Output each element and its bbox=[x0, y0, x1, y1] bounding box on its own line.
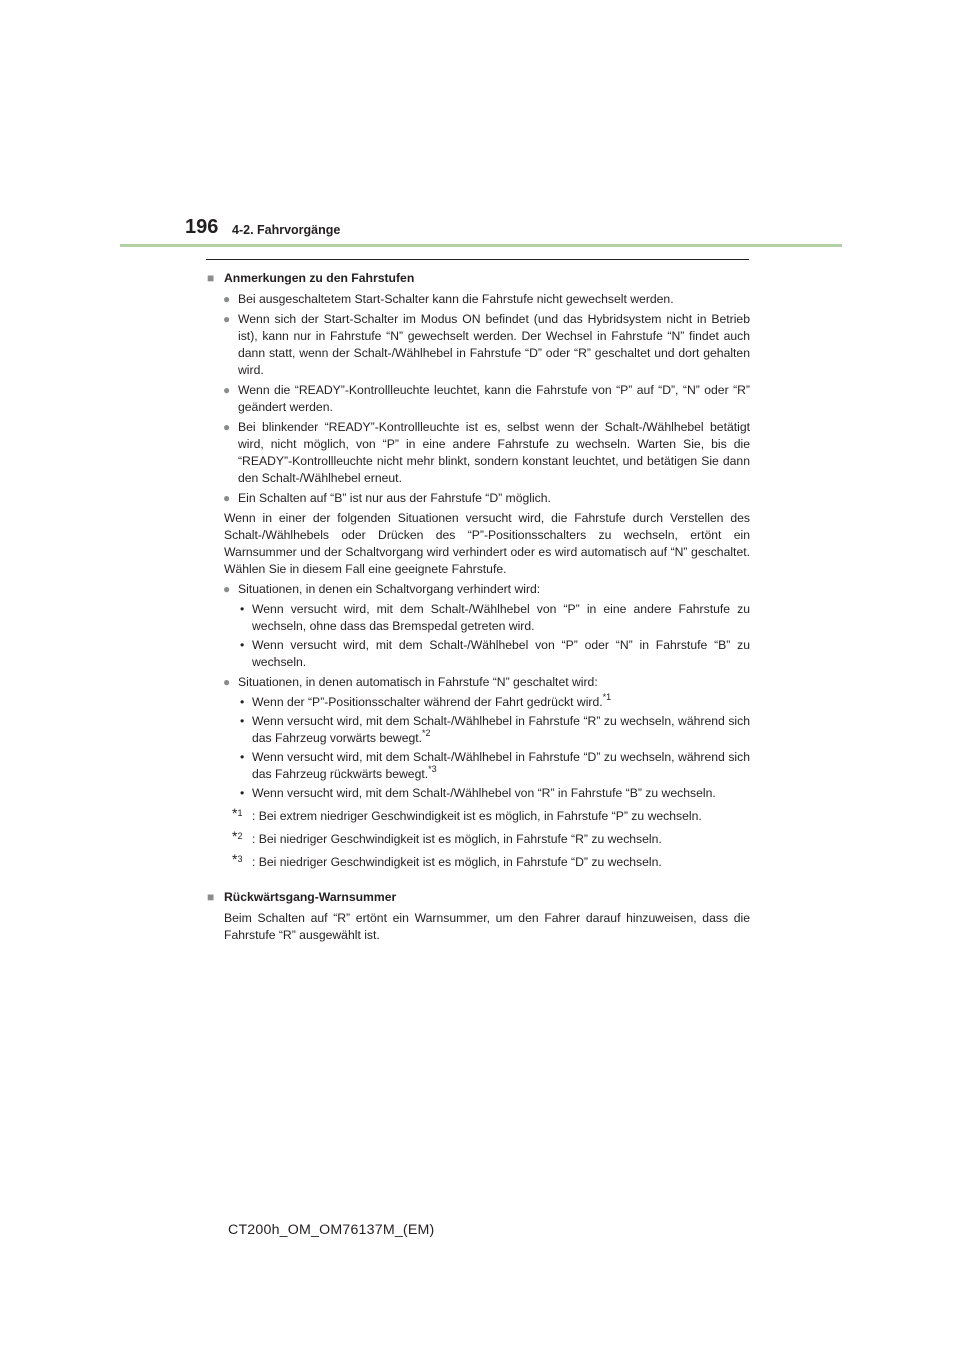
sub-item bbox=[206, 637, 750, 671]
sub-item-text: Wenn versucht wird, mit dem Schalt-/Wählhebel in Fahrstufe “R” zu wechseln, während sich das Fahrzeug vorwärts bewegt. bbox=[252, 714, 750, 745]
content bbox=[206, 266, 750, 947]
circle-bullet-icon: ● bbox=[223, 420, 231, 434]
circle-bullet-icon: ● bbox=[223, 312, 231, 326]
sub-item-text: Wenn versucht wird, mit dem Schalt-/Wählhebel von “R” in Fahrstufe “B” zu wechseln. bbox=[252, 786, 716, 800]
dot-marker-icon: • bbox=[240, 714, 245, 728]
sub-item bbox=[206, 694, 750, 711]
heading-rueckwaertsgang bbox=[206, 889, 750, 906]
footnote-text: : Bei niedriger Geschwindigkeit ist es möglich, in Fahrstufe “R” zu wechseln. bbox=[252, 832, 662, 846]
footnote-ref: *2 bbox=[422, 728, 431, 738]
bullet-item bbox=[206, 311, 750, 379]
dot-marker-icon: • bbox=[240, 602, 245, 616]
bullet-text: Wenn sich der Start-Schalter im Modus ON befindet (und das Hybridsystem nicht in Betrieb ist), kann nur in Fahrstufe “N” gewechselt werden. Der Wechsel in Fahrstufe “N” findet auch dann statt, wenn der Schalt-/Wählhebel in Fahrstufe “D” oder “R” geschaltet und dort gehalten wird. bbox=[238, 312, 750, 377]
paragraph-warnsummer: Wenn in einer der folgenden Situationen versucht wird, die Fahrstufe durch Verstellen des Schalt-/Wählhebels oder Drücken des “P”-Positionsschalters zu wechseln, ertönt ein Warnsummer und der Schaltvorgang wird verhindert oder es wird automatisch auf “N” geschaltet. Wählen Sie in diesem Fall eine geeignete Fahrstufe. bbox=[224, 511, 750, 576]
footnote-ref: *3 bbox=[428, 764, 437, 774]
heading-fahrstufen bbox=[206, 270, 750, 287]
bullet-item bbox=[206, 490, 750, 507]
bullet-item bbox=[206, 382, 750, 416]
sub-item-text: Wenn versucht wird, mit dem Schalt-/Wählhebel in Fahrstufe “D” zu wechseln, während sich das Fahrzeug rückwärts bewegt. bbox=[252, 750, 750, 781]
footnote-marker: *$^1$ bbox=[232, 805, 243, 821]
document-code: CT200h_OM_OM76137M_(EM) bbox=[228, 1222, 435, 1238]
paragraph-rueckwaertsgang: Beim Schalten auf “R” ertönt ein Warnsummer, um den Fahrer darauf hinzuweisen, dass die Fahrstufe “R” ausgewählt ist. bbox=[224, 911, 750, 942]
footnote-text: : Bei extrem niedriger Geschwindigkeit ist es möglich, in Fahrstufe “P” zu wechseln. bbox=[252, 809, 702, 823]
circle-bullet-icon: ● bbox=[223, 383, 231, 397]
circle-bullet-icon: ● bbox=[223, 491, 231, 505]
bullet-text: Situationen, in denen ein Schaltvorgang verhindert wird: bbox=[238, 582, 541, 596]
bullet-item bbox=[206, 581, 750, 598]
footnote-marker: *$^2$ bbox=[232, 828, 243, 844]
sub-item bbox=[206, 749, 750, 783]
sub-item bbox=[206, 785, 750, 802]
footnote-marker: *$^3$ bbox=[232, 851, 243, 867]
sub-item-text: Wenn versucht wird, mit dem Schalt-/Wählhebel von “P” in eine andere Fahrstufe zu wechseln, ohne dass das Bremspedal getreten wird. bbox=[252, 602, 750, 633]
circle-bullet-icon: ● bbox=[223, 675, 231, 689]
circle-bullet-icon: ● bbox=[223, 292, 231, 306]
footnote bbox=[206, 851, 750, 871]
bullet-text: Bei ausgeschaltetem Start-Schalter kann die Fahrstufe nicht gewechselt werden. bbox=[238, 292, 674, 306]
dot-marker-icon: • bbox=[240, 750, 245, 764]
footnote bbox=[206, 828, 750, 848]
dot-marker-icon: • bbox=[240, 695, 245, 709]
bullet-text: Bei blinkender “READY”-Kontrollleuchte ist es, selbst wenn der Schalt-/Wählhebel betätigt wird, nicht möglich, von “P” in eine andere Fahrstufe zu wechseln. Warten Sie, bis die “READY”-Kontrollleuchte nicht mehr blinkt, sondern konstant leuchtet, und betätigen Sie dann den Schalt-/Wählhebel erneut. bbox=[238, 420, 750, 485]
sub-item bbox=[206, 713, 750, 747]
bullet-item bbox=[206, 419, 750, 487]
dot-marker-icon: • bbox=[240, 638, 245, 652]
footnote-ref: *1 bbox=[602, 692, 612, 702]
heading-text: Rückwärtsgang-Warnsummer bbox=[224, 890, 397, 904]
section-title: 4-2. Fahrvorgänge bbox=[232, 223, 341, 237]
sub-item bbox=[206, 601, 750, 635]
header-rule bbox=[120, 244, 842, 247]
heading-text: Anmerkungen zu den Fahrstufen bbox=[224, 271, 415, 285]
square-bullet-icon: ■ bbox=[207, 271, 215, 285]
bullet-text: Wenn die “READY”-Kontrollleuchte leuchtet, kann die Fahrstufe von “P” auf “D”, “N” oder “R” geändert werden. bbox=[238, 383, 750, 414]
bullet-text: Ein Schalten auf “B” ist nur aus der Fahrstufe “D” möglich. bbox=[238, 491, 551, 505]
content-top-rule bbox=[206, 259, 749, 260]
bullet-item bbox=[206, 674, 750, 691]
square-bullet-icon: ■ bbox=[207, 890, 215, 904]
circle-bullet-icon: ● bbox=[223, 582, 231, 596]
page-number: 196 bbox=[185, 216, 219, 238]
bullet-text: Situationen, in denen automatisch in Fahrstufe “N” geschaltet wird: bbox=[238, 675, 598, 689]
sub-item-text: Wenn der “P”-Positionsschalter während der Fahrt gedrückt wird. bbox=[252, 695, 603, 709]
sub-item-text: Wenn versucht wird, mit dem Schalt-/Wählhebel von “P” oder “N” in Fahrstufe “B” zu wechseln. bbox=[252, 638, 750, 669]
footnote bbox=[206, 805, 750, 825]
footnote-text: : Bei niedriger Geschwindigkeit ist es möglich, in Fahrstufe “D” zu wechseln. bbox=[252, 855, 662, 869]
bullet-item bbox=[206, 291, 750, 308]
dot-marker-icon: • bbox=[240, 786, 245, 800]
